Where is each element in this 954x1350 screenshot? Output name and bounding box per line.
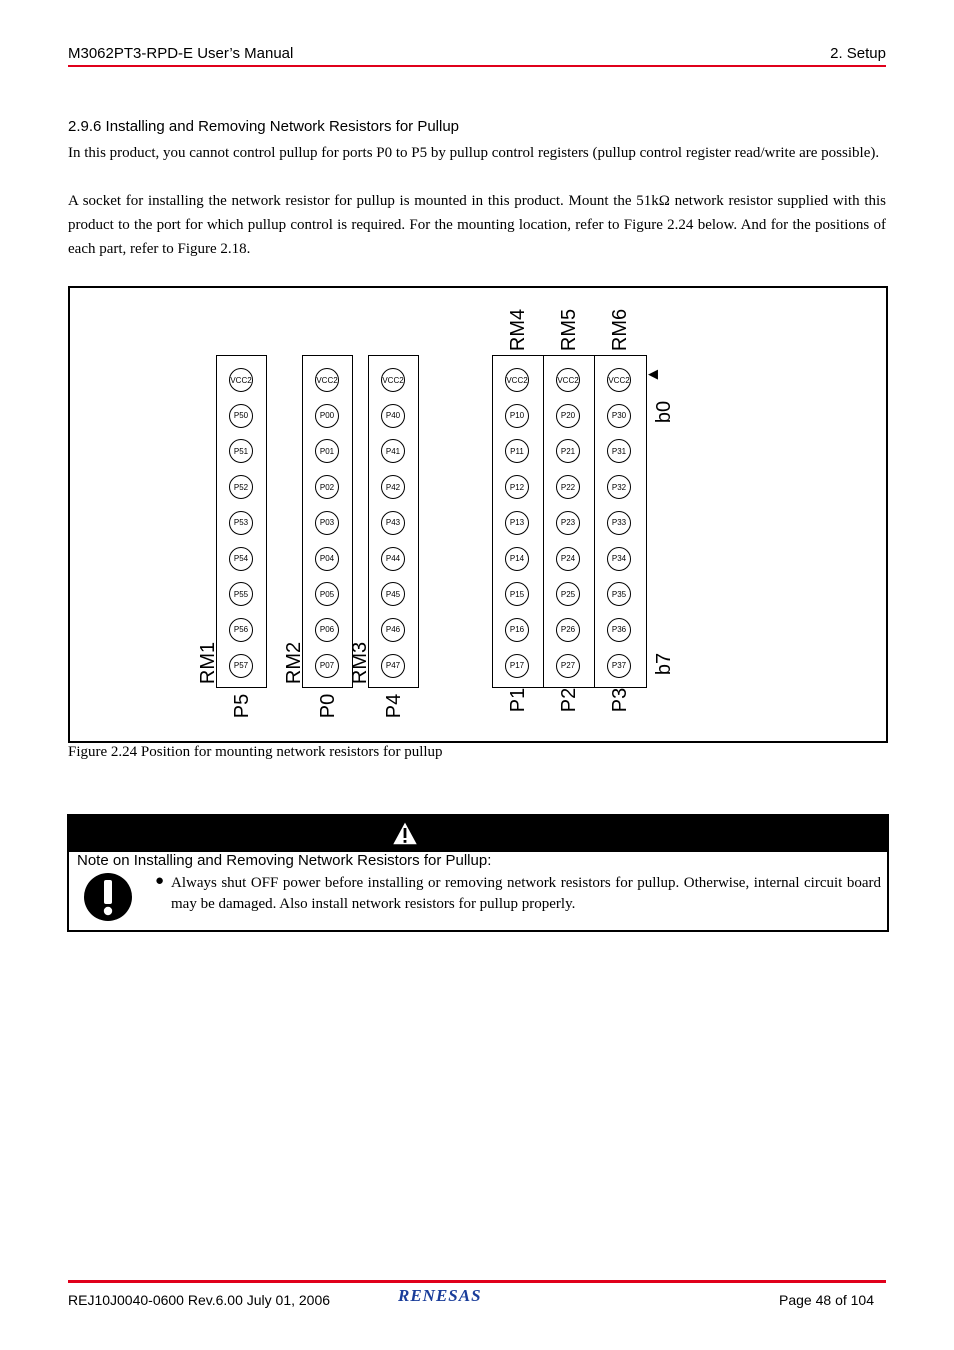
pin-vcc2: VCC2	[556, 368, 580, 392]
figure-2-24	[68, 286, 888, 743]
label-b0: b0	[653, 400, 675, 424]
pin-p52: P52	[229, 475, 253, 499]
pin-p22: P22	[556, 475, 580, 499]
label-port-p1: P1	[507, 687, 529, 713]
pin-p15: P15	[505, 582, 529, 606]
pin-p34: P34	[607, 547, 631, 571]
label-rm1: RM1	[197, 641, 219, 685]
document-number: REJ10J0040-0600 Rev.6.00 July 01, 2006	[68, 1292, 331, 1308]
bullet-icon: ●	[155, 873, 165, 889]
pin-p47: P47	[381, 654, 405, 678]
page-number: Page 48 of 104	[779, 1292, 874, 1308]
pin-p21: P21	[556, 439, 580, 463]
label-port-p2: P2	[558, 687, 580, 713]
pin-p05: P05	[315, 582, 339, 606]
pin-p24: P24	[556, 547, 580, 571]
pin-p31: P31	[607, 439, 631, 463]
label-port-p3: P3	[609, 687, 631, 713]
pin-p55: P55	[229, 582, 253, 606]
b0-arrow-icon: ◀	[648, 367, 658, 382]
figure-caption: Figure 2.24 Position for mounting network resistors for pullup	[68, 744, 443, 760]
pin-p43: P43	[381, 511, 405, 535]
pin-p06: P06	[315, 618, 339, 642]
paragraph-2: A socket for installing the network resistor for pullup is mounted in this product. Mount the 51kΩ network resistor supplied with this product to the port for which pullup control is required. For the mounting location, refer to Figure 2.24 below. And for the positions of each part, refer to Figure 2.18.	[68, 193, 886, 257]
pin-p51: P51	[229, 439, 253, 463]
pin-vcc2: VCC2	[607, 368, 631, 392]
pin-p53: P53	[229, 511, 253, 535]
pin-p17: P17	[505, 654, 529, 678]
pin-vcc2: VCC2	[505, 368, 529, 392]
pin-p37: P37	[607, 654, 631, 678]
pin-p57: P57	[229, 654, 253, 678]
pin-p33: P33	[607, 511, 631, 535]
section-title: 2.9.6 Installing and Removing Network Resistors for Pullup	[68, 118, 460, 135]
pin-p04: P04	[315, 547, 339, 571]
chapter-title: 2. Setup	[830, 45, 886, 62]
pin-p56: P56	[229, 618, 253, 642]
pin-p27: P27	[556, 654, 580, 678]
label-port-p5: P5	[231, 693, 253, 719]
pin-p25: P25	[556, 582, 580, 606]
pin-p44: P44	[381, 547, 405, 571]
renesas-logo: RENESAS	[398, 1286, 482, 1305]
pin-p36: P36	[607, 618, 631, 642]
pin-p32: P32	[607, 475, 631, 499]
pin-p42: P42	[381, 475, 405, 499]
pin-p20: P20	[556, 404, 580, 428]
pin-vcc2: VCC2	[229, 368, 253, 392]
pin-p02: P02	[315, 475, 339, 499]
pin-p23: P23	[556, 511, 580, 535]
pin-p41: P41	[381, 439, 405, 463]
header-rule	[68, 65, 886, 67]
pin-p30: P30	[607, 404, 631, 428]
pin-p13: P13	[505, 511, 529, 535]
pin-p03: P03	[315, 511, 339, 535]
footer-rule	[68, 1280, 886, 1283]
label-rm5: RM5	[558, 308, 580, 352]
warning-triangle-icon	[390, 819, 420, 847]
pin-p01: P01	[315, 439, 339, 463]
label-b7: b7	[653, 652, 675, 676]
socket-diagram	[70, 288, 886, 741]
pin-p07: P07	[315, 654, 339, 678]
pin-p00: P00	[315, 404, 339, 428]
pin-p40: P40	[381, 404, 405, 428]
socket-divider-1	[543, 355, 544, 688]
caution-title: Note on Installing and Removing Network Resistors for Pullup:	[77, 852, 492, 869]
label-rm4: RM4	[507, 308, 529, 352]
pin-p35: P35	[607, 582, 631, 606]
pin-p12: P12	[505, 475, 529, 499]
pin-p46: P46	[381, 618, 405, 642]
pin-p26: P26	[556, 618, 580, 642]
pin-vcc2: VCC2	[315, 368, 339, 392]
pin-p45: P45	[381, 582, 405, 606]
label-port-p0: P0	[317, 693, 339, 719]
paragraph-1: In this product, you cannot control pullup for ports P0 to P5 by pullup control registers (pullup control register read/write are possible).	[68, 145, 880, 161]
socket-divider-2	[594, 355, 595, 688]
pin-p50: P50	[229, 404, 253, 428]
mandatory-action-icon	[83, 872, 133, 922]
pin-p11: P11	[505, 439, 529, 463]
manual-title: M3062PT3-RPD-E User’s Manual	[68, 45, 294, 62]
caution-text: Always shut OFF power before installing or removing network resistors for pullup. Otherwise, internal circuit board may be damaged. Also install network resistors for pullup properly.	[171, 875, 881, 912]
pin-p16: P16	[505, 618, 529, 642]
pin-p54: P54	[229, 547, 253, 571]
pin-p10: P10	[505, 404, 529, 428]
label-port-p4: P4	[383, 693, 405, 719]
pin-p14: P14	[505, 547, 529, 571]
pin-vcc2: VCC2	[381, 368, 405, 392]
caution-header-bar	[69, 816, 887, 852]
label-rm6: RM6	[609, 308, 631, 352]
label-rm3: RM3	[349, 641, 371, 685]
caution-box	[67, 814, 889, 932]
label-rm2: RM2	[283, 641, 305, 685]
